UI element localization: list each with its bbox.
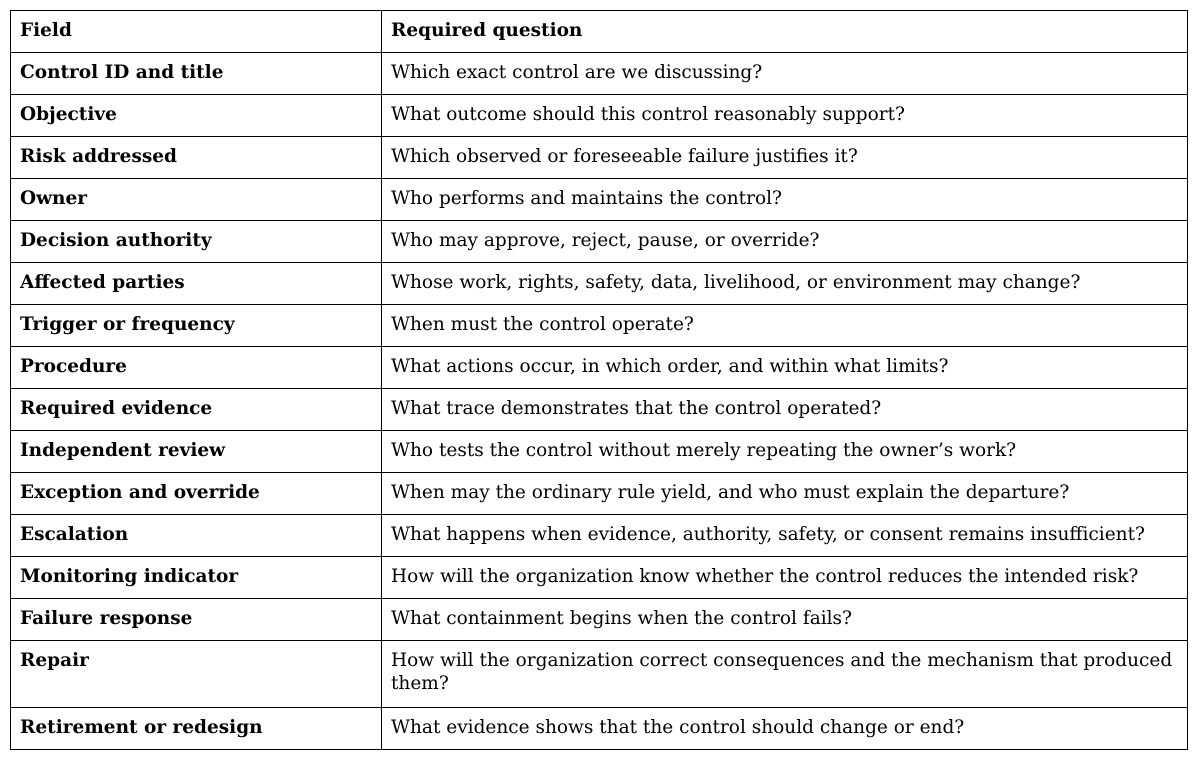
table-row	[11, 389, 1188, 431]
table-row	[11, 263, 1188, 305]
table-row	[11, 137, 1188, 179]
header-field: Field	[11, 11, 382, 53]
field-cell: Trigger or frequency	[11, 305, 382, 347]
question-cell: Who may approve, reject, pause, or override?	[382, 221, 1188, 263]
table-row	[11, 221, 1188, 263]
table-row	[11, 708, 1188, 750]
field-cell: Decision authority	[11, 221, 382, 263]
table-row	[11, 557, 1188, 599]
table-row	[11, 641, 1188, 708]
field-cell: Required evidence	[11, 389, 382, 431]
field-cell: Procedure	[11, 347, 382, 389]
question-cell: Who performs and maintains the control?	[382, 179, 1188, 221]
table-row	[11, 473, 1188, 515]
table-row	[11, 179, 1188, 221]
question-cell: Which exact control are we discussing?	[382, 53, 1188, 95]
field-cell: Risk addressed	[11, 137, 382, 179]
question-cell: How will the organization know whether the control reduces the intended risk?	[382, 557, 1188, 599]
table-row	[11, 305, 1188, 347]
table-row	[11, 347, 1188, 389]
question-cell: Who tests the control without merely repeating the owner’s work?	[382, 431, 1188, 473]
table-row	[11, 515, 1188, 557]
table-row	[11, 95, 1188, 137]
question-cell: What evidence shows that the control should change or end?	[382, 708, 1188, 750]
field-cell: Exception and override	[11, 473, 382, 515]
field-cell: Failure response	[11, 599, 382, 641]
field-cell: Escalation	[11, 515, 382, 557]
table-row	[11, 599, 1188, 641]
field-cell: Monitoring indicator	[11, 557, 382, 599]
question-cell: What actions occur, in which order, and within what limits?	[382, 347, 1188, 389]
control-fields-table	[10, 10, 1188, 750]
table-header	[11, 11, 1188, 53]
field-cell: Owner	[11, 179, 382, 221]
field-cell: Objective	[11, 95, 382, 137]
field-cell: Independent review	[11, 431, 382, 473]
field-cell: Repair	[11, 641, 382, 708]
question-cell: What trace demonstrates that the control operated?	[382, 389, 1188, 431]
question-cell: When may the ordinary rule yield, and who must explain the departure?	[382, 473, 1188, 515]
table-body	[11, 53, 1188, 750]
field-cell: Affected parties	[11, 263, 382, 305]
header-row	[11, 11, 1188, 53]
question-cell: What happens when evidence, authority, safety, or consent remains insufficient?	[382, 515, 1188, 557]
question-cell: What outcome should this control reasonably support?	[382, 95, 1188, 137]
question-cell: When must the control operate?	[382, 305, 1188, 347]
question-cell: What containment begins when the control fails?	[382, 599, 1188, 641]
table-row	[11, 53, 1188, 95]
header-question: Required question	[382, 11, 1188, 53]
field-cell: Retirement or redesign	[11, 708, 382, 750]
question-cell: Whose work, rights, safety, data, livelihood, or environment may change?	[382, 263, 1188, 305]
question-cell: How will the organization correct consequences and the mechanism that produced them?	[382, 641, 1188, 708]
table-row	[11, 431, 1188, 473]
question-cell: Which observed or foreseeable failure justifies it?	[382, 137, 1188, 179]
field-cell: Control ID and title	[11, 53, 382, 95]
